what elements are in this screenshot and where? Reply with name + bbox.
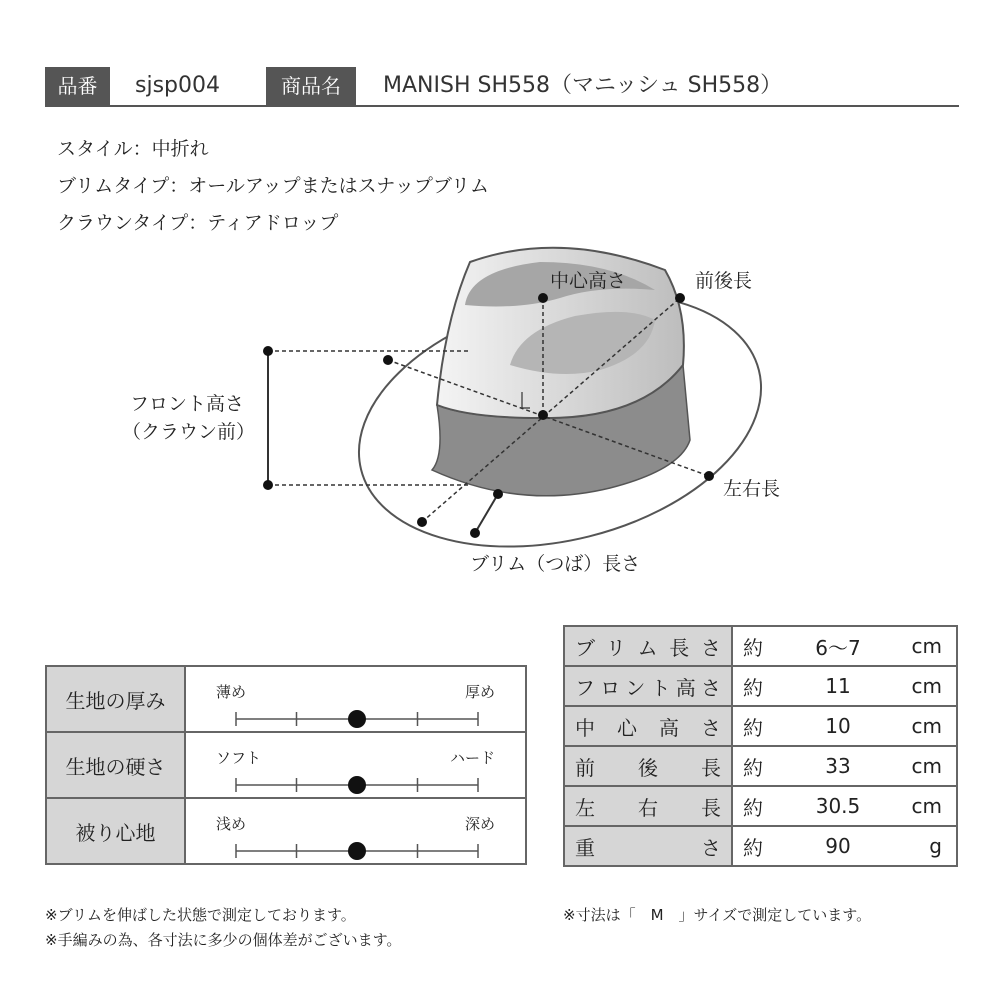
measurement-value: 10 — [773, 706, 903, 746]
scale-high-label: ハード — [449, 749, 495, 767]
measurement-unit: cm — [903, 706, 957, 746]
label-brim-length: ブリム（つば）長さ — [470, 554, 641, 575]
measurement-unit: g — [903, 826, 957, 866]
stiffness-scale — [185, 732, 526, 798]
brim-type-attr: ブリムタイプ：オールアップまたはスナップブリム — [57, 175, 490, 197]
measurement-row — [564, 786, 957, 826]
scale-high-label: 深め — [464, 815, 495, 833]
label-front-height-1: フロント高さ — [130, 394, 245, 415]
measurements-table — [563, 625, 958, 867]
measurement-key: 中心高さ — [564, 706, 732, 746]
measurement-key: 前後長 — [564, 746, 732, 786]
measurement-value: 6〜7 — [773, 626, 903, 666]
note-handmade: ※手編みの為、各寸法に多少の個体差がございます。 — [45, 931, 402, 949]
measurement-key: ブリム長さ — [564, 626, 732, 666]
code-label: 品番 — [45, 67, 110, 105]
measurement-approx: 約 — [732, 706, 773, 746]
measurement-row — [564, 746, 957, 786]
scale-marker — [348, 776, 366, 794]
scale-marker — [348, 842, 366, 860]
thickness-scale — [185, 666, 526, 732]
texture-row — [46, 666, 526, 732]
texture-row — [46, 798, 526, 864]
scale-track — [186, 733, 525, 797]
measurement-row — [564, 626, 957, 666]
thickness-label: 生地の厚み — [46, 666, 185, 732]
measurement-key: フロント高さ — [564, 666, 732, 706]
label-front-back: 前後長 — [695, 271, 753, 292]
label-front-height-2: （クラウン前） — [122, 422, 256, 443]
measurement-value: 30.5 — [773, 786, 903, 826]
fit-scale — [185, 798, 526, 864]
style-attr: スタイル：中折れ — [57, 138, 209, 160]
name-label: 商品名 — [266, 67, 356, 105]
note-brim: ※ブリムを伸ばした状態で測定しております。 — [45, 906, 356, 924]
crown-type-attr: クラウンタイプ：ティアドロップ — [57, 212, 339, 234]
stiffness-label: 生地の硬さ — [46, 732, 185, 798]
product-name: MANISH SH558（マニッシュ SH558） — [383, 73, 783, 98]
measurement-value: 33 — [773, 746, 903, 786]
measurement-approx: 約 — [732, 786, 773, 826]
scale-low-label: ソフト — [216, 749, 262, 767]
label-center-height: 中心高さ — [550, 271, 627, 292]
scale-high-label: 厚め — [464, 683, 495, 701]
measurement-approx: 約 — [732, 626, 773, 666]
measurement-unit: cm — [903, 786, 957, 826]
measurement-approx: 約 — [732, 666, 773, 706]
scale-track — [186, 799, 525, 863]
label-left-right: 左右長 — [723, 479, 781, 500]
texture-row — [46, 732, 526, 798]
measurement-unit: cm — [903, 746, 957, 786]
fit-label: 被り心地 — [46, 798, 185, 864]
scale-low-label: 薄め — [216, 683, 247, 701]
texture-table — [45, 665, 527, 865]
code-value: sjsp004 — [135, 73, 220, 98]
measurement-row — [564, 826, 957, 866]
scale-low-label: 浅め — [216, 815, 247, 833]
measurement-approx: 約 — [732, 746, 773, 786]
measurement-row — [564, 706, 957, 746]
measurement-row — [564, 666, 957, 706]
measurement-value: 90 — [773, 826, 903, 866]
measurement-key: 左右長 — [564, 786, 732, 826]
scale-track — [186, 667, 525, 731]
note-size: ※寸法は「 M 」サイズで測定しています。 — [563, 906, 872, 924]
measurement-key: 重さ — [564, 826, 732, 866]
measurement-unit: cm — [903, 626, 957, 666]
measurement-unit: cm — [903, 666, 957, 706]
measurement-approx: 約 — [732, 826, 773, 866]
measurement-value: 11 — [773, 666, 903, 706]
scale-marker — [348, 710, 366, 728]
